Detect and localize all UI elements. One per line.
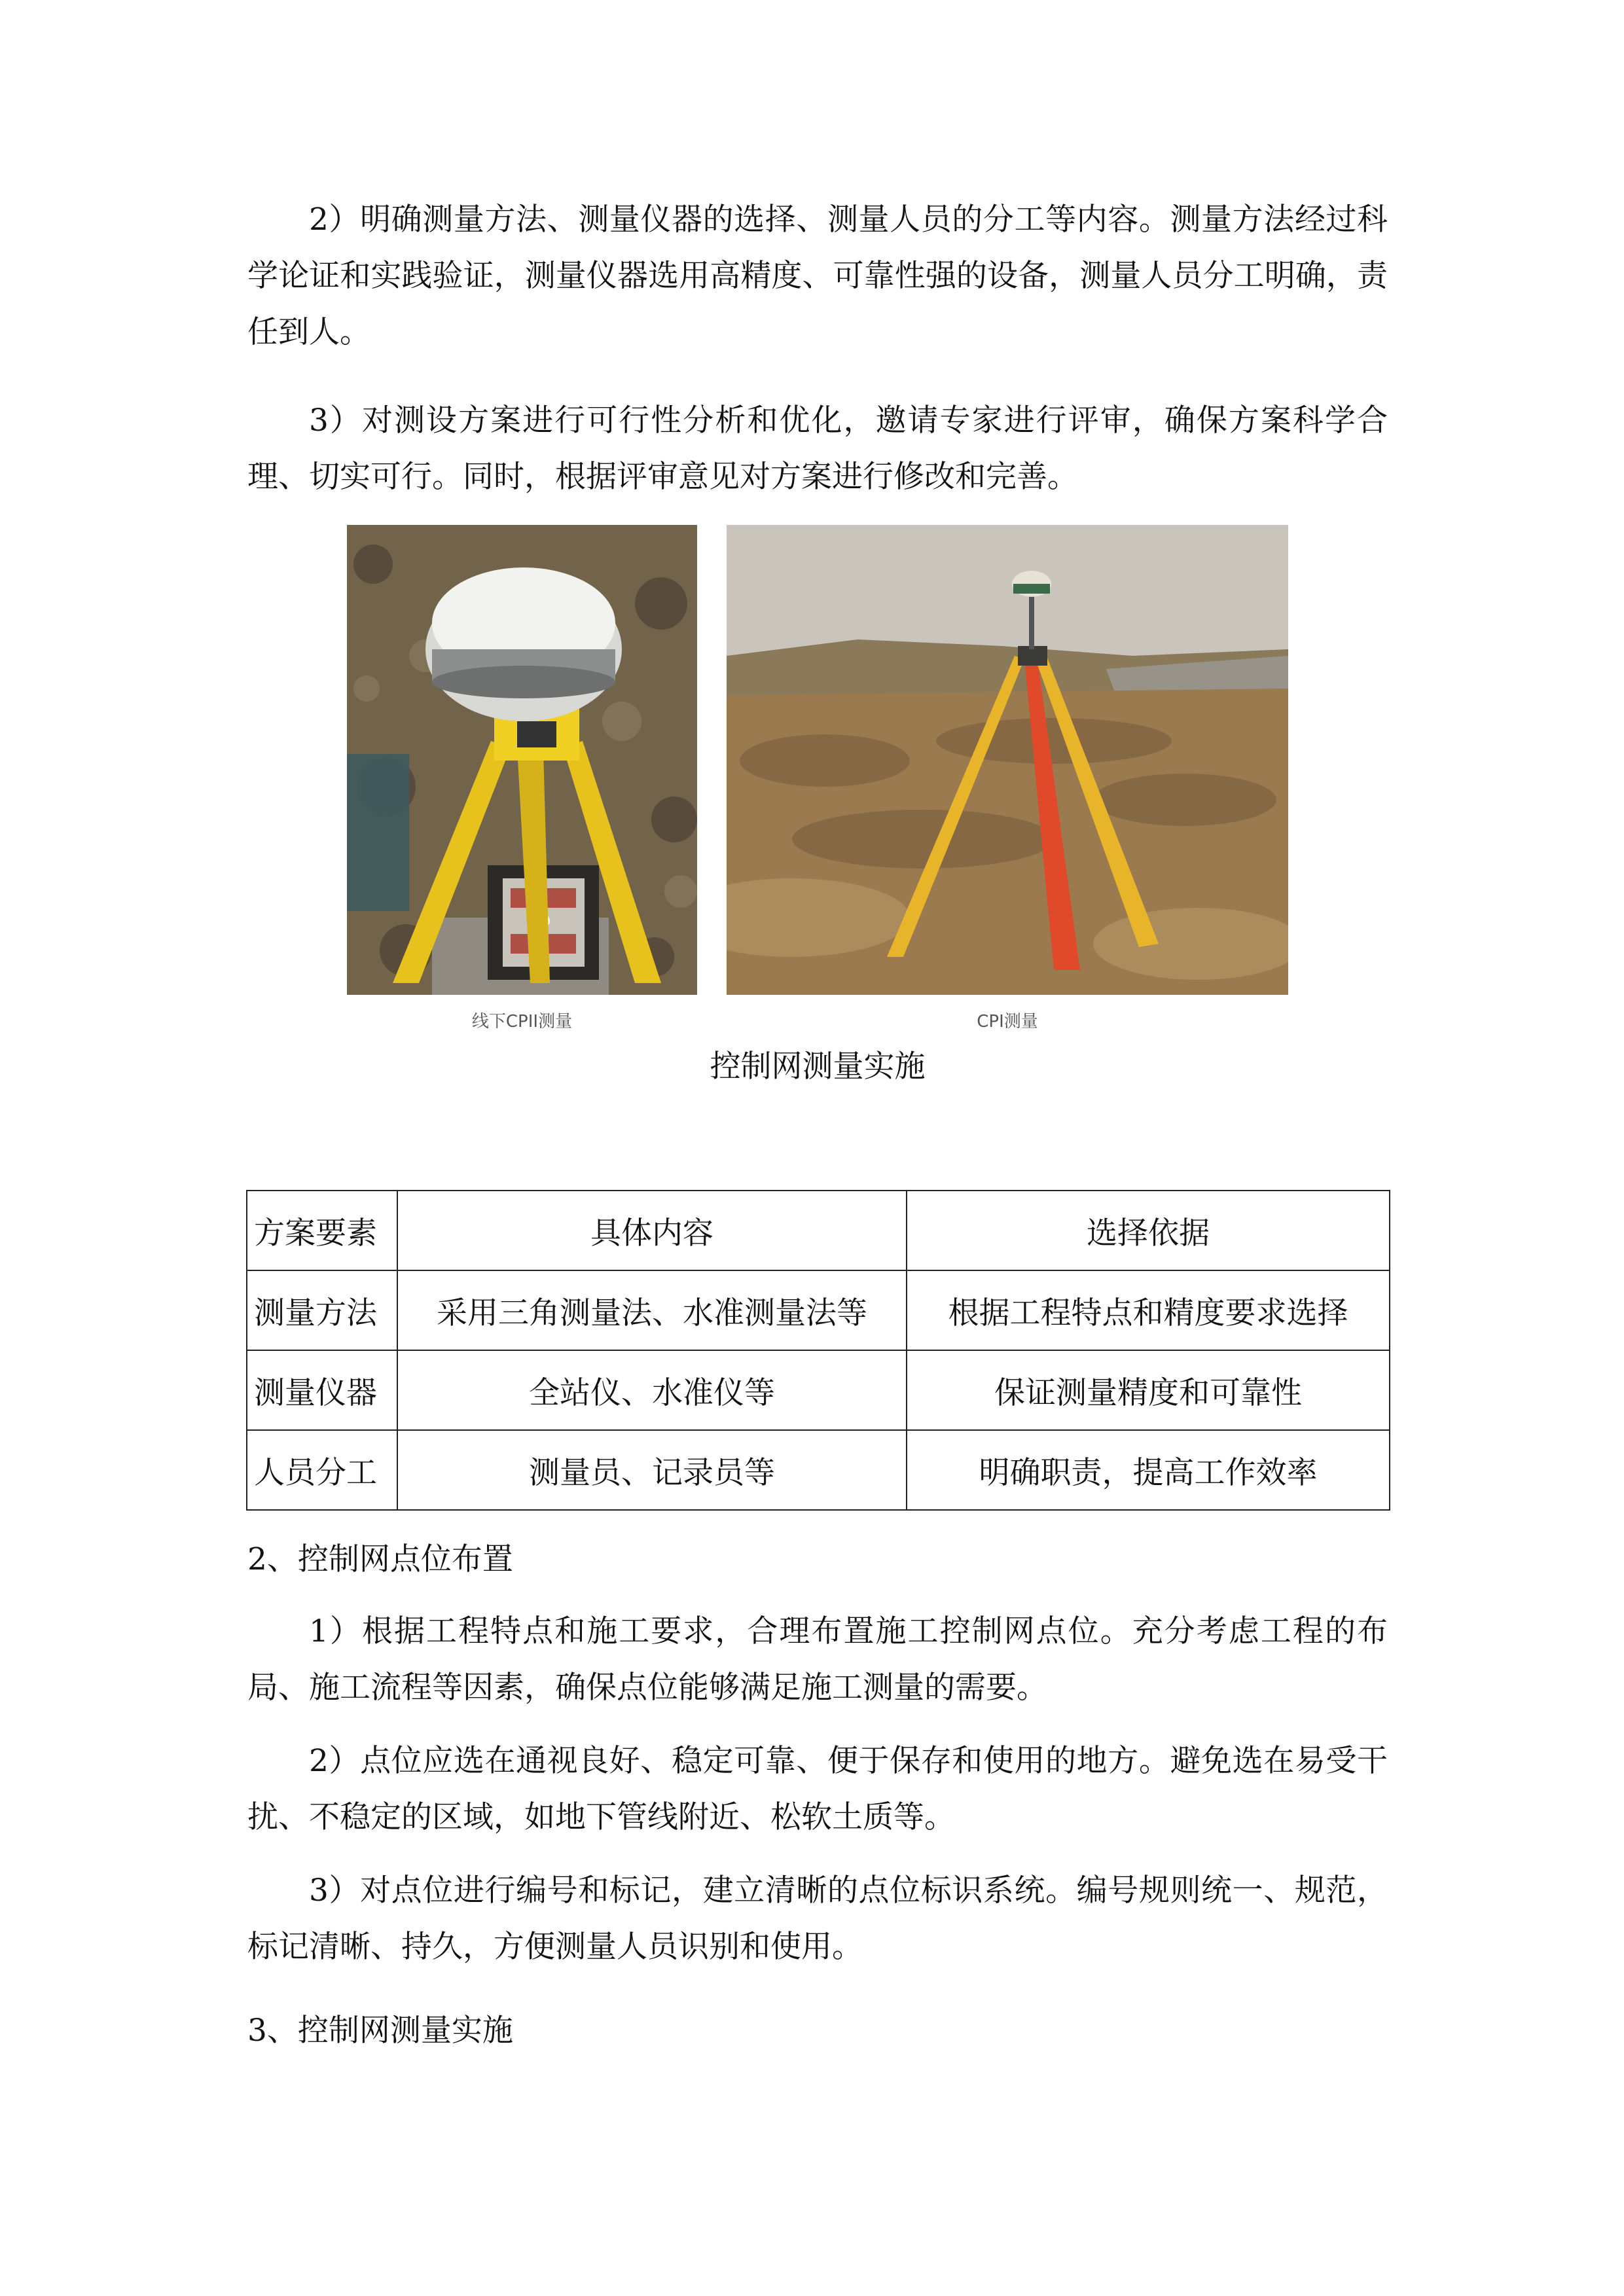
photo-cpii-survey: [347, 525, 697, 995]
figure-title: 控制网测量实施: [710, 1049, 926, 1085]
table-cell: 采用三角测量法、水准测量法等: [397, 1270, 907, 1350]
section2-paragraph-1: 1）根据工程特点和施工要求，合理布置施工控制网点位。充分考虑工程的布局、施工流程等因素，确保点位能够满足施工测量的需要。: [247, 1613, 1388, 1706]
paragraph-3-feasibility: 3）对测设方案进行可行性分析和优化，邀请专家进行评审，确保方案科学合理、切实可行。同时，根据评审意见对方案进行修改和完善。: [247, 403, 1388, 495]
table-row: [247, 1350, 1390, 1430]
table-cell: 全站仪、水准仪等: [397, 1350, 907, 1430]
left-photo-caption: 线下CPII测量: [471, 1012, 573, 1031]
section-heading-3: 3、控制网测量实施: [247, 2013, 513, 2049]
table-header-cell: 方案要素: [247, 1191, 397, 1270]
table-cell: 根据工程特点和精度要求选择: [907, 1270, 1390, 1350]
section2-paragraph-3: 3）对点位进行编号和标记，建立清晰的点位标识系统。编号规则统一、规范，标记清晰、持久，方便测量人员识别和使用。: [247, 1873, 1388, 1965]
table-row: [247, 1430, 1390, 1510]
table-row: [247, 1270, 1390, 1350]
section-heading-2: 2、控制网点位布置: [247, 1541, 513, 1577]
tripod-hillside-image: [727, 525, 1288, 995]
gnss-receiver-closeup-image: [347, 525, 697, 995]
plan-elements-table: [246, 1190, 1390, 1511]
table-header-cell: 具体内容: [397, 1191, 907, 1270]
right-photo-caption: CPI测量: [977, 1012, 1038, 1031]
table-cell: 保证测量精度和可靠性: [907, 1350, 1390, 1430]
table-header-row: [247, 1191, 1390, 1270]
table-cell: 人员分工: [247, 1430, 397, 1510]
table-cell: 明确职责，提高工作效率: [907, 1430, 1390, 1510]
table-cell: 测量员、记录员等: [397, 1430, 907, 1510]
section2-paragraph-2: 2）点位应选在通视良好、稳定可靠、便于保存和使用的地方。避免选在易受干扰、不稳定的区域，如地下管线附近、松软土质等。: [247, 1743, 1388, 1835]
photo-cpi-survey: [727, 525, 1288, 995]
table-cell: 测量方法: [247, 1270, 397, 1350]
table-cell: 测量仪器: [247, 1350, 397, 1430]
paragraph-2-methods: 2）明确测量方法、测量仪器的选择、测量人员的分工等内容。测量方法经过科学论证和实践验证，测量仪器选用高精度、可靠性强的设备，测量人员分工明确，责任到人。: [247, 202, 1388, 350]
table-header-cell: 选择依据: [907, 1191, 1390, 1270]
